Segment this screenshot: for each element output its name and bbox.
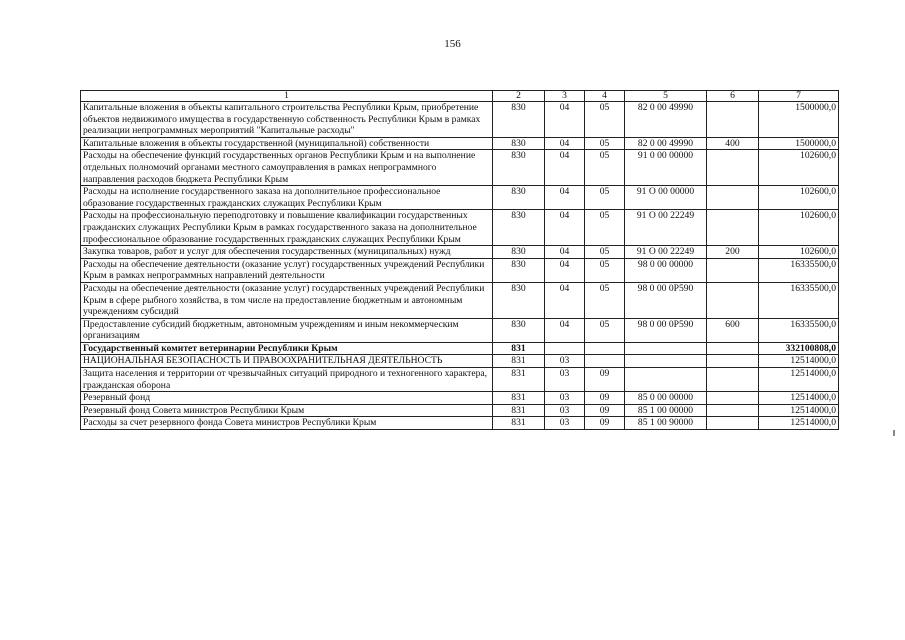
cell-amount: 16335500,0 (759, 258, 839, 282)
table-row (81, 355, 839, 368)
cell-code-2: 830 (493, 150, 545, 186)
cell-code-2: 831 (493, 355, 545, 368)
cell-code-5: 91 О 00 00000 (625, 186, 707, 210)
cell-code-3: 03 (545, 368, 585, 392)
cell-code-6 (707, 102, 759, 138)
cell-code-3: 04 (545, 102, 585, 138)
row-name: Расходы на профессиональную переподготовку и повышение квалификации государственных гражданских служащих Республики Крым в рамках государственного заказа на дополнительное профессиональное образование государственных гражданских служащих Республики Крым (81, 210, 493, 246)
cell-code-4: 05 (585, 246, 625, 259)
cell-code-2: 831 (493, 392, 545, 405)
table-row (81, 404, 839, 417)
scan-mark (893, 430, 895, 436)
cell-amount: 12514000,0 (759, 368, 839, 392)
cell-amount: 12514000,0 (759, 404, 839, 417)
cell-amount: 12514000,0 (759, 355, 839, 368)
row-name: Закупка товаров, работ и услуг для обеспечения государственных (муниципальных) нужд (81, 246, 493, 259)
row-name: Расходы за счет резервного фонда Совета министров Республики Крым (81, 417, 493, 430)
column-header: 3 (545, 91, 585, 102)
cell-code-2: 830 (493, 137, 545, 150)
cell-amount: 1500000,0 (759, 102, 839, 138)
cell-code-5: 85 1 00 00000 (625, 404, 707, 417)
cell-code-6 (707, 282, 759, 318)
table-row (81, 368, 839, 392)
column-header: 2 (493, 91, 545, 102)
cell-code-6: 600 (707, 318, 759, 342)
row-name: Расходы на обеспечение деятельности (оказание услуг) государственных учреждений Республики Крым в сфере рыбного хозяйства, в том числе на предоставление бюджетным и автономным учреждениям субсидий (81, 282, 493, 318)
cell-amount: 102600,0 (759, 210, 839, 246)
cell-code-2: 831 (493, 404, 545, 417)
cell-code-2: 830 (493, 258, 545, 282)
column-header: 4 (585, 91, 625, 102)
column-header: 5 (625, 91, 707, 102)
row-name: Предоставление субсидий бюджетным, автономным учреждениям и иным некоммерческим организациям (81, 318, 493, 342)
cell-code-4: 05 (585, 102, 625, 138)
cell-code-2: 830 (493, 186, 545, 210)
cell-code-6 (707, 368, 759, 392)
cell-code-4 (585, 342, 625, 355)
table-row (81, 137, 839, 150)
cell-code-6 (707, 417, 759, 430)
cell-code-2: 831 (493, 368, 545, 392)
row-name: Государственный комитет ветеринарии Республики Крым (81, 342, 493, 355)
cell-code-3: 04 (545, 186, 585, 210)
cell-code-5: 91 О 00 22249 (625, 210, 707, 246)
row-name: Капитальные вложения в объекты государственной (муниципальной) собственности (81, 137, 493, 150)
column-header: 1 (81, 91, 493, 102)
cell-amount: 16335500,0 (759, 318, 839, 342)
cell-amount: 12514000,0 (759, 417, 839, 430)
table-row (81, 186, 839, 210)
cell-code-2: 830 (493, 246, 545, 259)
cell-code-6 (707, 210, 759, 246)
cell-amount: 16335500,0 (759, 282, 839, 318)
cell-code-5: 98 0 00 00000 (625, 258, 707, 282)
cell-code-6 (707, 404, 759, 417)
cell-code-5: 85 1 00 90000 (625, 417, 707, 430)
column-header: 7 (759, 91, 839, 102)
cell-code-4: 09 (585, 404, 625, 417)
cell-code-2: 830 (493, 282, 545, 318)
table-row (81, 258, 839, 282)
cell-code-5: 91 0 00 00000 (625, 150, 707, 186)
cell-code-3: 03 (545, 404, 585, 417)
cell-code-4: 09 (585, 417, 625, 430)
cell-code-4: 05 (585, 210, 625, 246)
cell-code-3: 04 (545, 246, 585, 259)
cell-code-3: 03 (545, 355, 585, 368)
cell-code-3: 04 (545, 150, 585, 186)
row-name: НАЦИОНАЛЬНАЯ БЕЗОПАСНОСТЬ И ПРАВООХРАНИТЕЛЬНАЯ ДЕЯТЕЛЬНОСТЬ (81, 355, 493, 368)
cell-code-6: 400 (707, 137, 759, 150)
cell-code-2: 831 (493, 417, 545, 430)
cell-code-4: 05 (585, 137, 625, 150)
row-name: Расходы на обеспечение функций государственных органов Республики Крым и на выполнение отдельных полномочий органами местного самоуправления в рамках непрограммного направления расходов бюджета Республики Крым (81, 150, 493, 186)
cell-code-4: 09 (585, 392, 625, 405)
cell-code-3: 04 (545, 210, 585, 246)
cell-code-3: 04 (545, 258, 585, 282)
cell-code-3: 03 (545, 417, 585, 430)
cell-code-6 (707, 355, 759, 368)
cell-code-4: 05 (585, 282, 625, 318)
cell-amount: 332100808,0 (759, 342, 839, 355)
cell-amount: 1500000,0 (759, 137, 839, 150)
cell-code-5: 85 0 00 00000 (625, 392, 707, 405)
cell-code-5: 98 0 00 0Р590 (625, 282, 707, 318)
cell-amount: 12514000,0 (759, 392, 839, 405)
cell-code-6 (707, 342, 759, 355)
cell-code-5: 91 О 00 22249 (625, 246, 707, 259)
cell-code-4: 05 (585, 318, 625, 342)
row-name: Резервный фонд (81, 392, 493, 405)
cell-code-6 (707, 392, 759, 405)
table-row (81, 246, 839, 259)
page-number: 156 (444, 38, 461, 50)
row-name: Капитальные вложения в объекты капитального строительства Республики Крым, приобретение объектов недвижимого имущества в государственную собственность Республики Крым в рамках реализации непрограммных мероприятий "Капитальные расходы" (81, 102, 493, 138)
cell-code-3: 03 (545, 392, 585, 405)
row-name: Резервный фонд Совета министров Республики Крым (81, 404, 493, 417)
cell-code-4: 05 (585, 258, 625, 282)
cell-code-6 (707, 258, 759, 282)
cell-code-5: 82 0 00 49990 (625, 137, 707, 150)
cell-code-5 (625, 342, 707, 355)
cell-code-6 (707, 186, 759, 210)
cell-code-5 (625, 368, 707, 392)
cell-code-4 (585, 355, 625, 368)
table-row (81, 210, 839, 246)
table-row (81, 342, 839, 355)
row-name: Расходы на обеспечение деятельности (оказание услуг) государственных учреждений Республики Крым в рамках непрограммных направлений деятельности (81, 258, 493, 282)
table-row (81, 150, 839, 186)
budget-table (80, 90, 839, 430)
cell-code-3: 04 (545, 137, 585, 150)
cell-code-5: 98 0 00 0Р590 (625, 318, 707, 342)
cell-code-4: 05 (585, 186, 625, 210)
column-header: 6 (707, 91, 759, 102)
cell-code-6: 200 (707, 246, 759, 259)
cell-code-4: 09 (585, 368, 625, 392)
cell-code-3: 04 (545, 318, 585, 342)
cell-amount: 102600,0 (759, 186, 839, 210)
cell-amount: 102600,0 (759, 150, 839, 186)
table-row (81, 282, 839, 318)
cell-code-3 (545, 342, 585, 355)
table-row (81, 417, 839, 430)
cell-code-5: 82 0 00 49990 (625, 102, 707, 138)
table-row (81, 318, 839, 342)
cell-code-2: 830 (493, 102, 545, 138)
cell-amount: 102600,0 (759, 246, 839, 259)
cell-code-4: 05 (585, 150, 625, 186)
table-row (81, 392, 839, 405)
cell-code-5 (625, 355, 707, 368)
cell-code-2: 830 (493, 318, 545, 342)
header-row (81, 91, 839, 102)
row-name: Защита населения и территории от чрезвычайных ситуаций природного и техногенного характера, гражданская оборона (81, 368, 493, 392)
cell-code-2: 830 (493, 210, 545, 246)
cell-code-3: 04 (545, 282, 585, 318)
cell-code-6 (707, 150, 759, 186)
table-row (81, 102, 839, 138)
row-name: Расходы на исполнение государственного заказа на дополнительное профессиональное образование государственных гражданских служащих Республики Крым (81, 186, 493, 210)
cell-code-2: 831 (493, 342, 545, 355)
